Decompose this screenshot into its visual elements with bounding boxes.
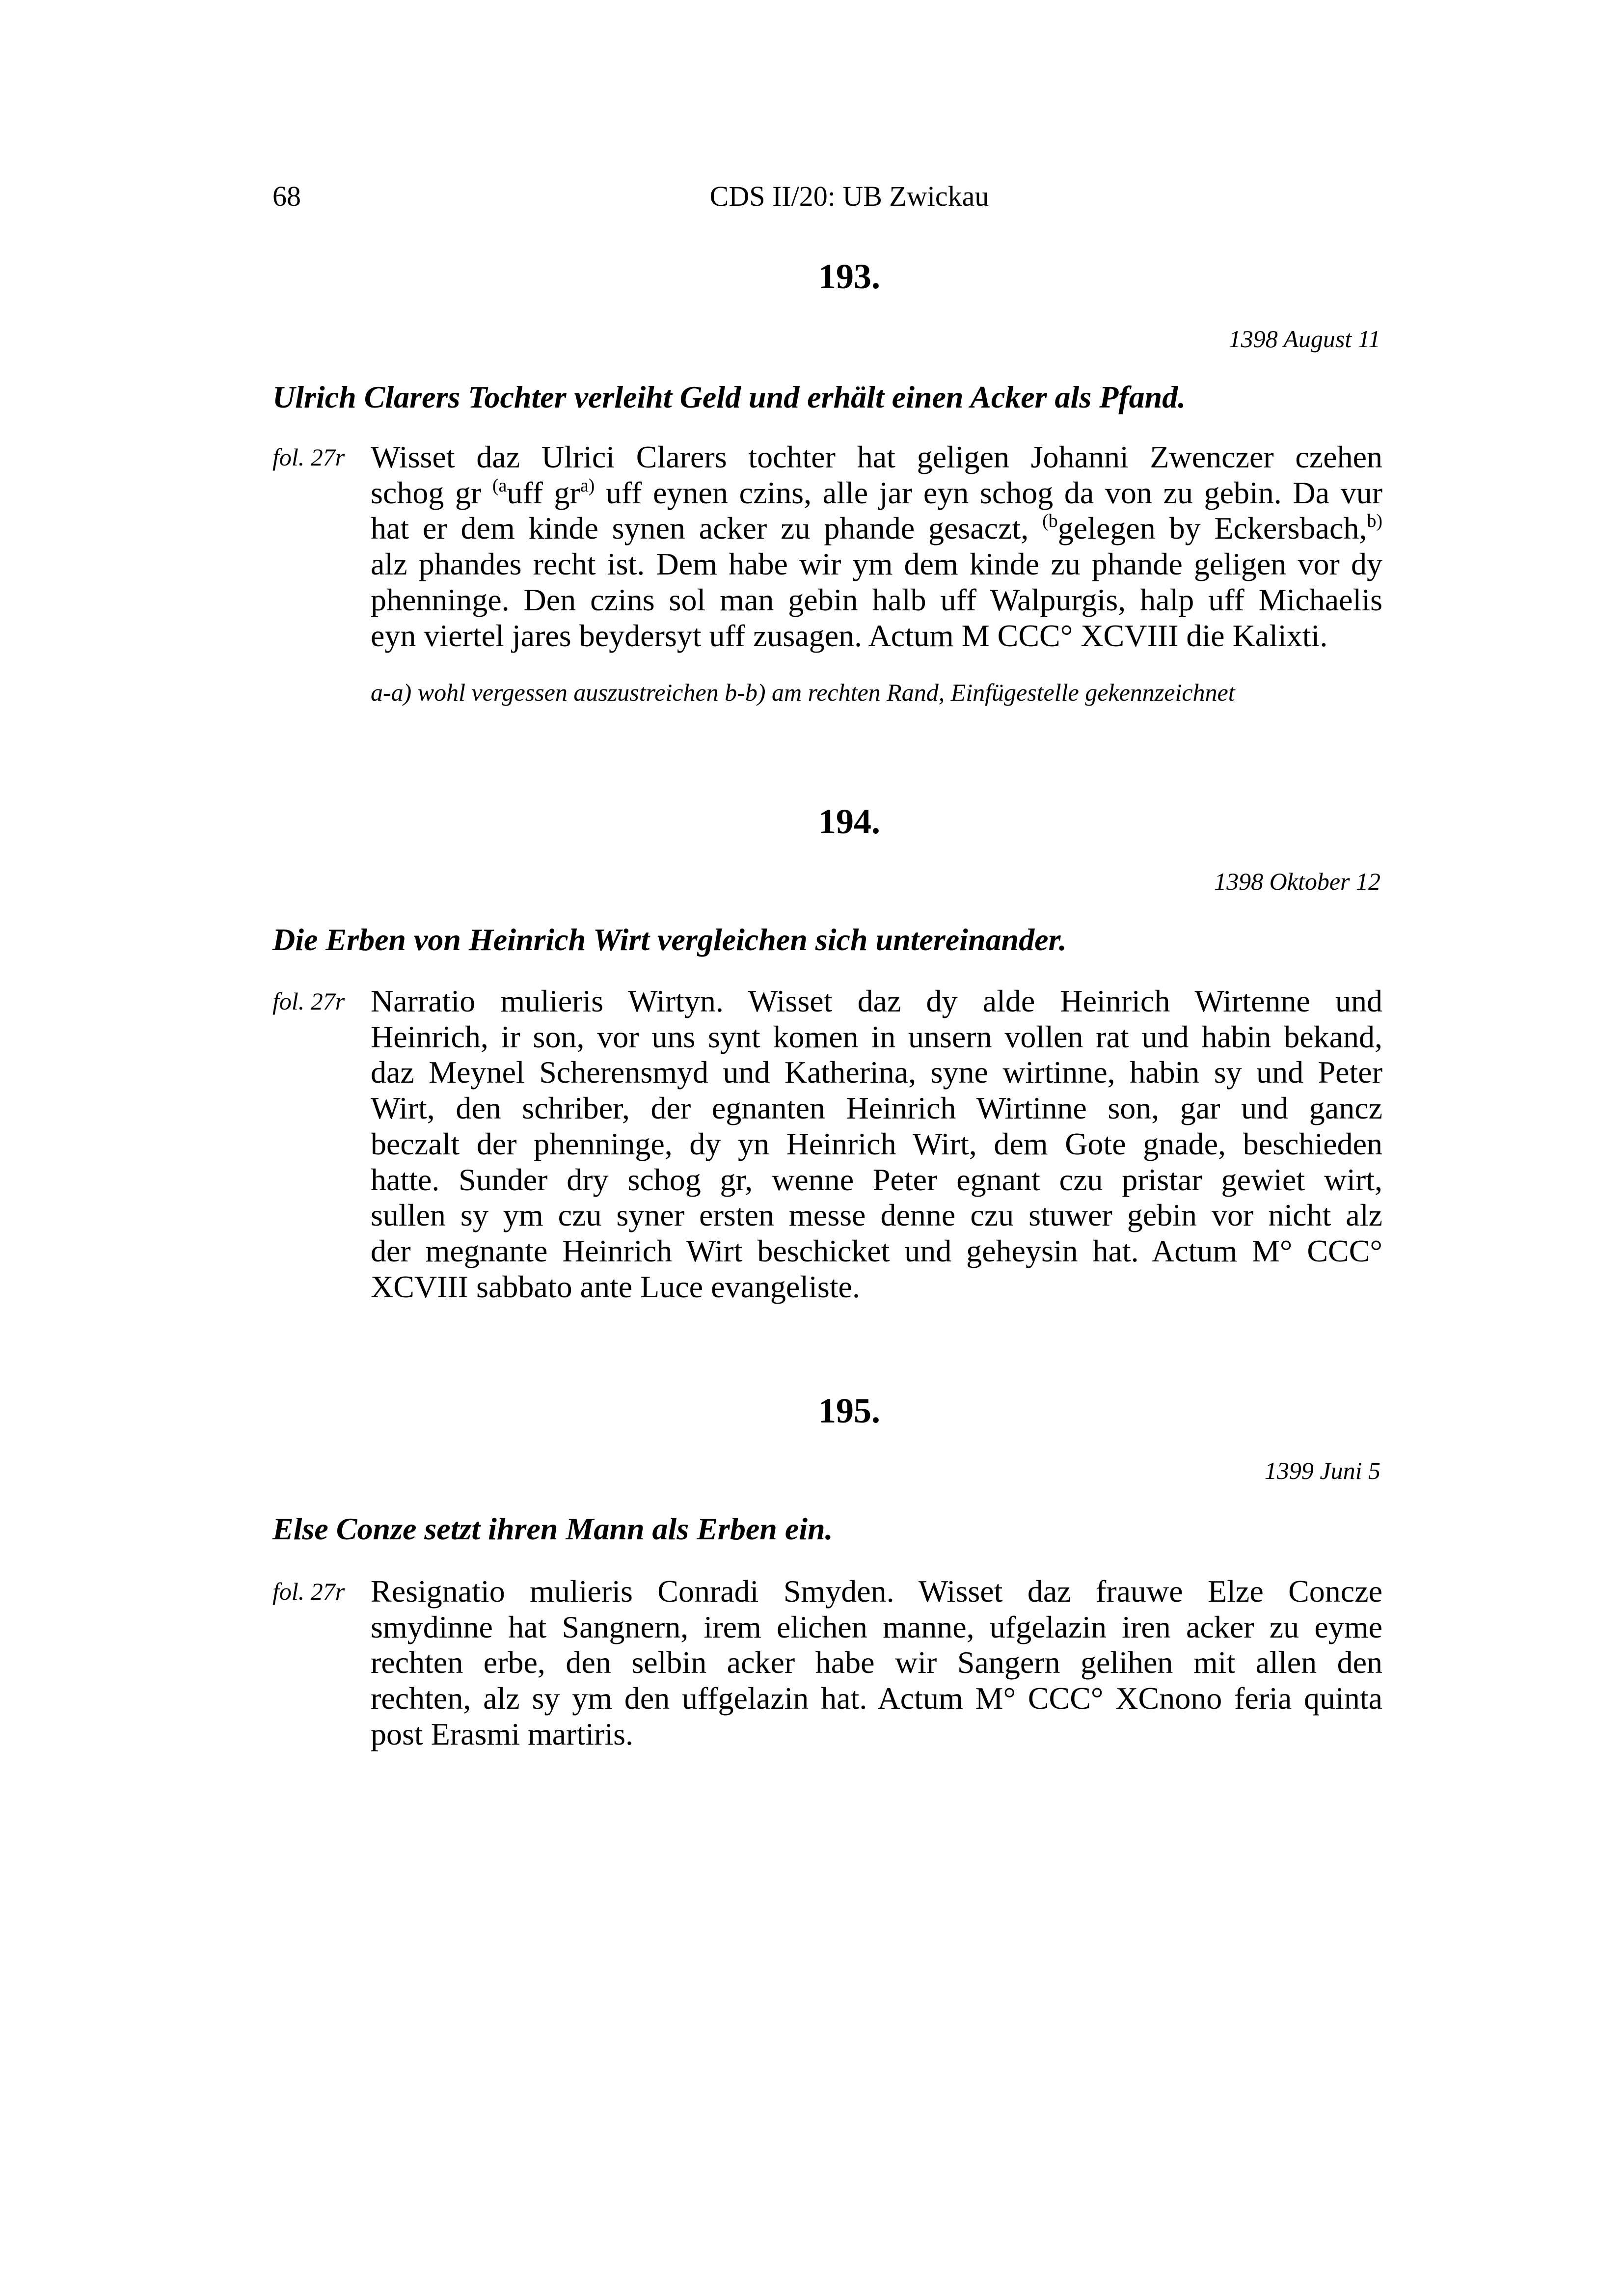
text-line: rechten, alz sy ym den uffgelazin hat. Actum M° CCC° XCnono feria quinta <box>371 1681 1382 1716</box>
text-line: daz Meynel Scherensmyd und Katherina, syne wirtinne, habin sy und Peter <box>371 1055 1382 1090</box>
text-line: alz phandes recht ist. Dem habe wir ym dem kinde zu phande geligen vor dy <box>371 547 1382 582</box>
text-line: rechten erbe, den selbin acker habe wir Sangern gelihen mit allen den <box>371 1645 1382 1680</box>
entry-text-194 <box>371 984 1382 1305</box>
text-line: Wirt, den schriber, der egnanten Heinrich Wirtinne son, gar und gancz <box>371 1091 1382 1126</box>
text-fragment: gelegen by Eckersbach, <box>1057 511 1367 546</box>
text-line: hatte. Sunder dry schog gr, wenne Peter egnant czu pristar gewiet wirt, <box>371 1162 1382 1197</box>
text-line: post Erasmi martiris. <box>371 1716 634 1751</box>
text-line: smydinne hat Sangnern, irem elichen manne, ufgelazin iren acker zu eyme <box>371 1609 1382 1644</box>
footnote-193: a-a) wohl vergessen auszustreichen b-b) am rechten Rand, Einfügestelle gekennzeichnet <box>371 679 1235 706</box>
footnote-marker-b-close: b) <box>1367 511 1383 532</box>
text-line: beczalt der phenninge, dy yn Heinrich Wirt, dem Gote gnade, beschieden <box>371 1126 1382 1161</box>
text-line: Narratio mulieris Wirtyn. Wisset daz dy alde Heinrich Wirtenne und <box>371 984 1382 1018</box>
entry-number-195: 195. <box>818 1391 880 1430</box>
text-line: Resignatio mulieris Conradi Smyden. Wisset daz frauwe Elze Concze <box>371 1574 1382 1609</box>
entry-date-195: 1399 Juni 5 <box>1264 1457 1380 1484</box>
text-line: Wisset daz Ulrici Clarers tochter hat geligen Johanni Zwenczer czehen <box>371 439 1382 474</box>
entry-date-193: 1398 August 11 <box>1228 325 1380 353</box>
text-line: eyn viertel jares beydersyt uff zusagen. Actum M CCC° XCVIII die Kalixti. <box>371 618 1328 653</box>
text-line: Heinrich, ir son, vor uns synt komen in unsern vollen rat und habin bekand, <box>371 1019 1382 1054</box>
entry-text-195 <box>371 1574 1382 1752</box>
text-fragment: uff eynen czins, alle jar eyn schog da von zu gebin. Da vur <box>595 475 1383 510</box>
folio-195: fol. 27r <box>272 1578 345 1605</box>
text-fragment: hat er dem kinde synen acker zu phande gesaczt, <box>371 511 1043 546</box>
text-line: phenninge. Den czins sol man gebin halb uff Walpurgis, halp uff Michaelis <box>371 582 1382 617</box>
entry-date-194: 1398 Oktober 12 <box>1214 868 1380 895</box>
text-line <box>371 511 1382 547</box>
entry-text-193 <box>371 439 1382 654</box>
entry-heading-194: Die Erben von Heinrich Wirt vergleichen sich untereinander. <box>272 922 1067 957</box>
entry-number-193: 193. <box>818 257 880 296</box>
text-fragment: uff gr <box>507 475 580 510</box>
folio-194: fol. 27r <box>272 987 345 1015</box>
folio-193: fol. 27r <box>272 443 345 471</box>
text-fragment: schog gr <box>371 475 492 510</box>
footnote-marker-a-close: a) <box>580 475 595 496</box>
footnote-marker-a-open: (a <box>492 475 507 496</box>
entry-heading-195: Else Conze setzt ihren Mann als Erben ein. <box>272 1511 833 1546</box>
text-line <box>371 475 1382 511</box>
text-line: XCVIII sabbato ante Luce evangeliste. <box>371 1269 860 1304</box>
entry-number-194: 194. <box>818 802 880 841</box>
entry-heading-193: Ulrich Clarers Tochter verleiht Geld und erhält einen Acker als Pfand. <box>272 380 1186 414</box>
text-line: sullen sy ym czu syner ersten messe denne czu stuwer gebin vor nicht alz <box>371 1198 1382 1233</box>
footnote-marker-b-open: (b <box>1042 511 1058 532</box>
text-line: der megnante Heinrich Wirt beschicket und geheysin hat. Actum M° CCC° <box>371 1233 1382 1268</box>
running-title: CDS II/20: UB Zwickau <box>709 180 989 212</box>
page-number: 68 <box>272 180 301 212</box>
